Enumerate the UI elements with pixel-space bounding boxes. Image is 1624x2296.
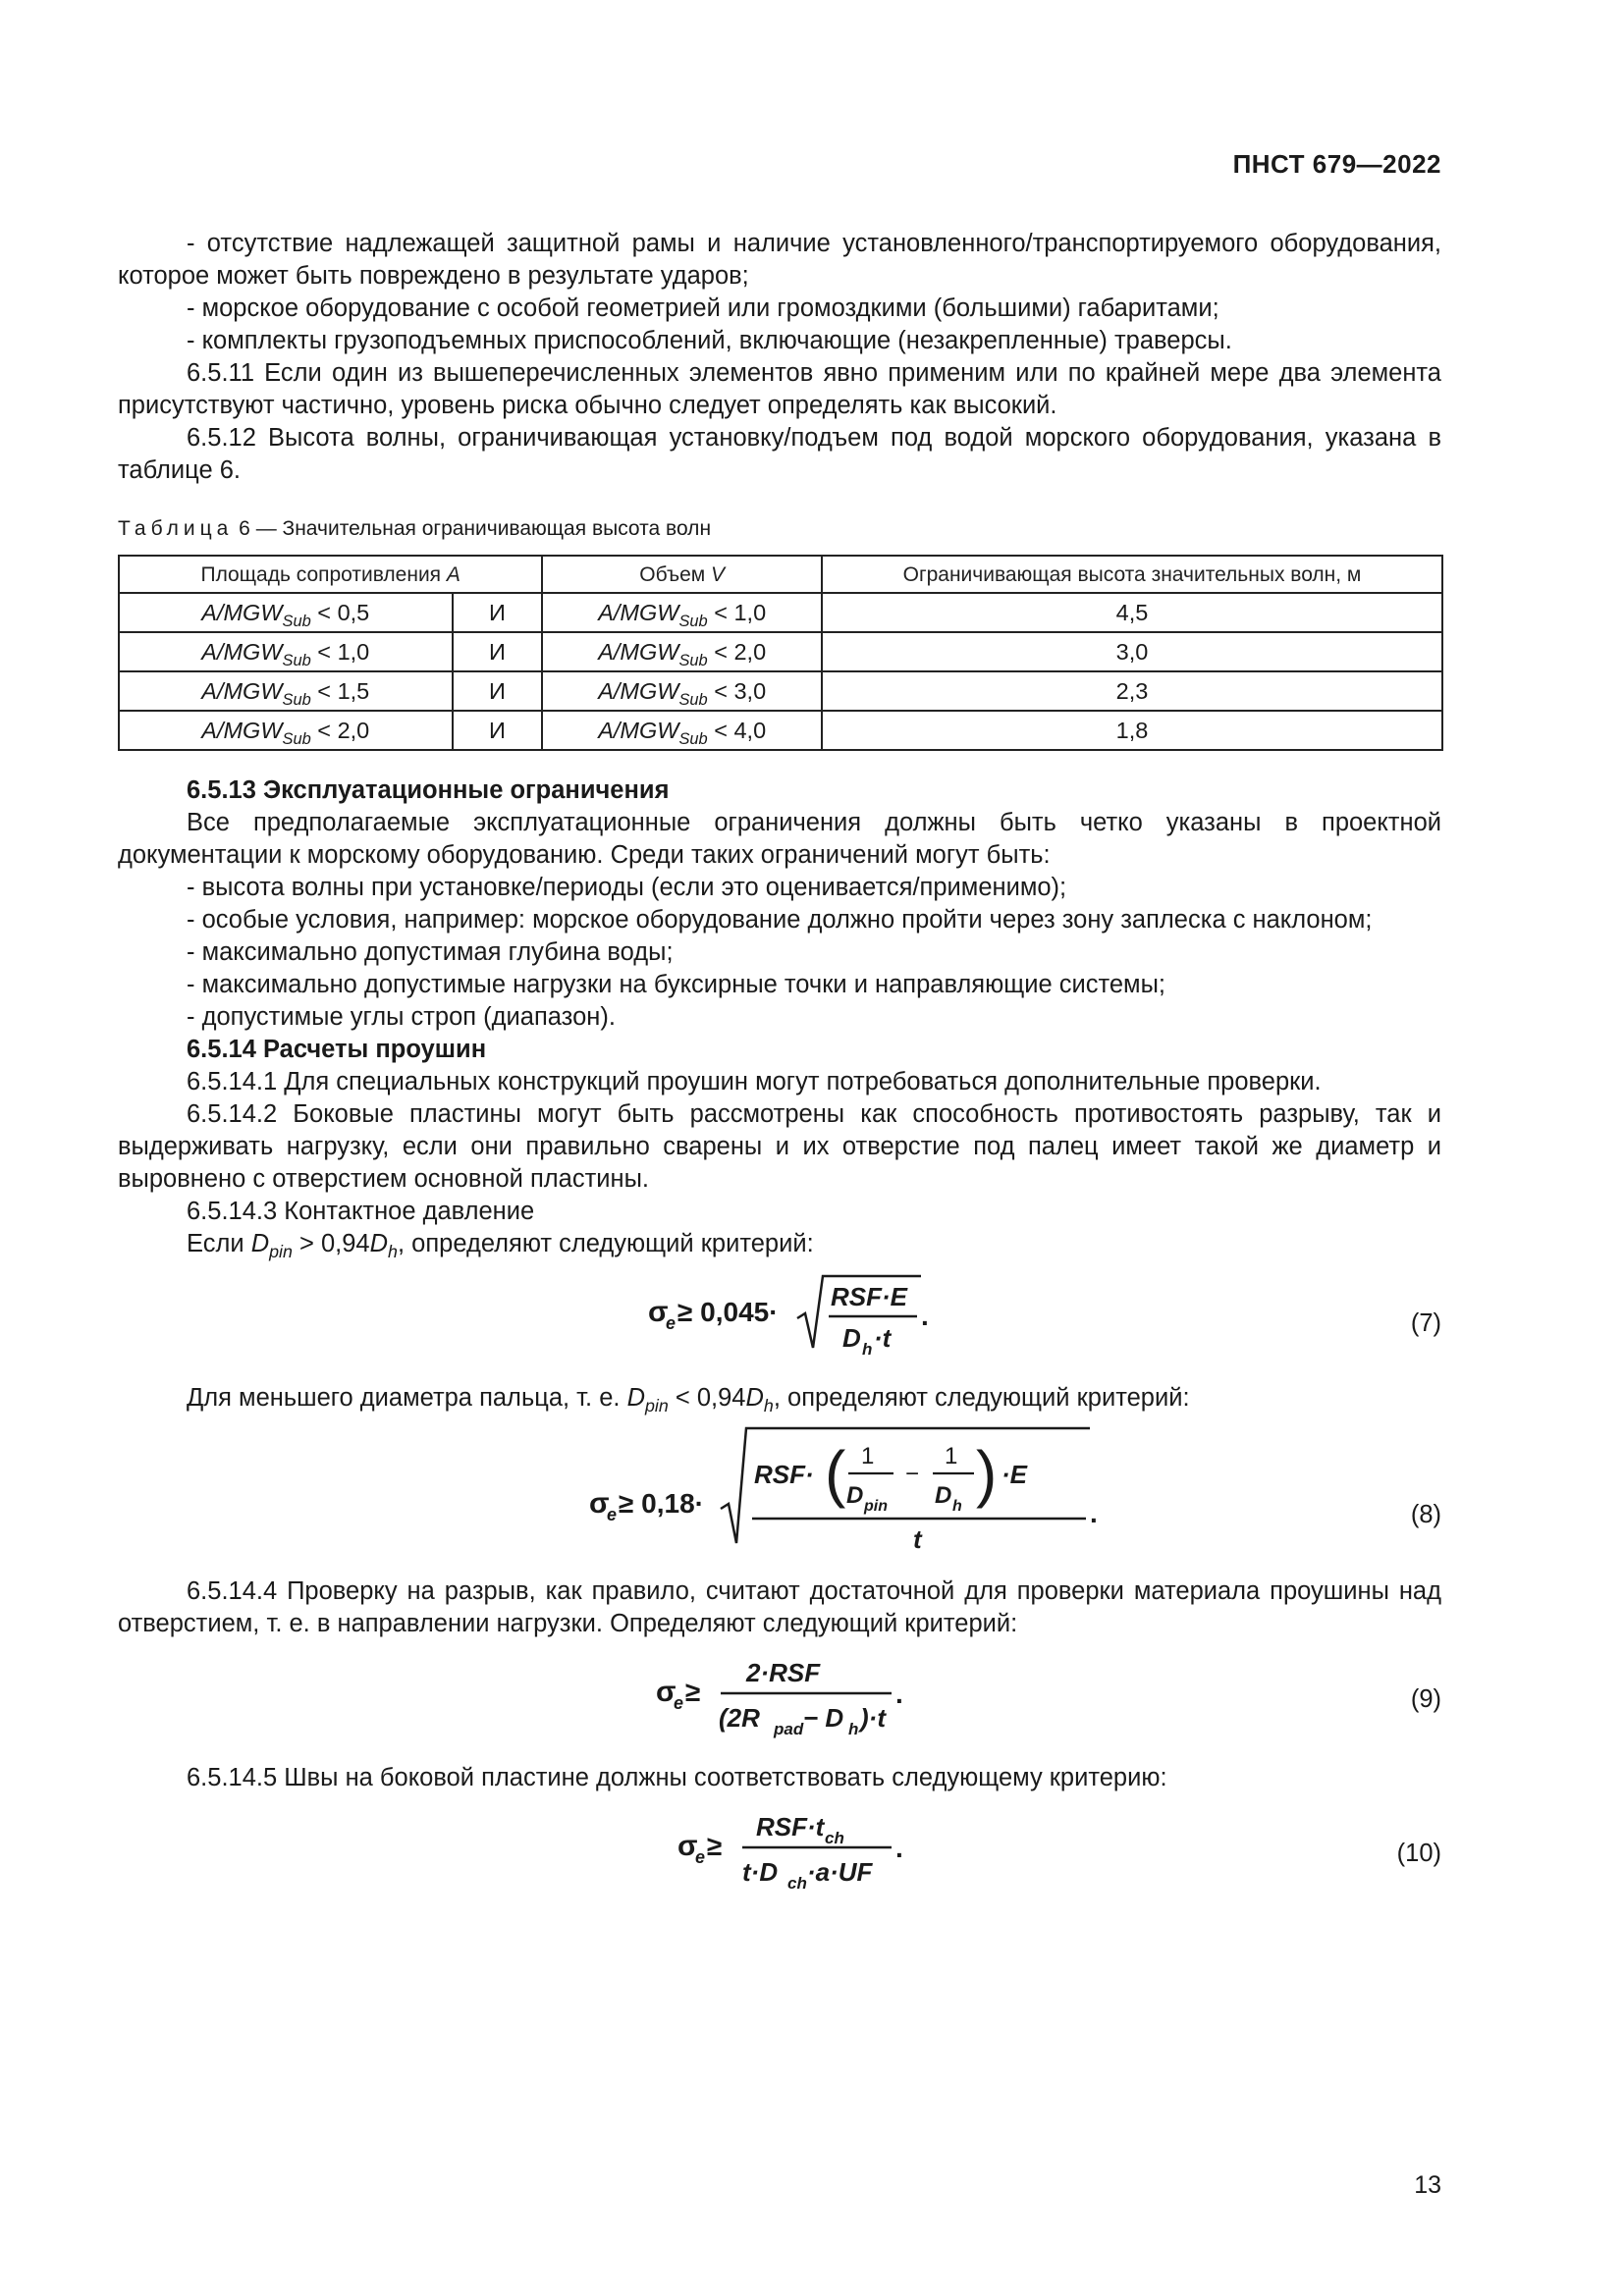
paragraph: - допустимые углы строп (диапазон). <box>187 1003 616 1031</box>
f10-den-a: t·D <box>742 1857 779 1887</box>
table-row <box>119 632 1442 671</box>
wave-height-table <box>118 555 1443 751</box>
paragraph: 6.5.14.4 Проверку на разрыв, как правило, считают достаточной для проверки материала проушины над отверстием, т. е. в направлении нагрузки. Определяют следующий критерий: <box>118 1577 1441 1637</box>
f8-one-b: 1 <box>945 1443 958 1469</box>
table-cell-conj: И <box>453 593 543 632</box>
table-caption-text: 6 — Значительная ограничивающая высота волн <box>233 517 712 540</box>
table-cell-area: $A/MGW_{Sub} < 0,5$ <box>119 593 453 632</box>
formula-10 <box>118 1794 1441 1902</box>
f9-lhs: σ <box>656 1676 677 1708</box>
table-cell-height: 3,0 <box>822 632 1442 671</box>
f9-tail: . <box>895 1679 903 1709</box>
f8-d2: D <box>935 1482 952 1509</box>
f8-d1: D <box>846 1482 864 1509</box>
f10-rel: ≥ <box>707 1831 723 1861</box>
table-header-cell: Объем V <box>542 556 822 593</box>
f10-lhs-sub: e <box>695 1847 706 1867</box>
f8-rel: ≥ 0,18· <box>619 1488 704 1519</box>
f7-tail: . <box>921 1301 929 1331</box>
section-heading: 6.5.14 Расчеты проушин <box>187 1036 487 1063</box>
table-row <box>119 671 1442 711</box>
equation-number: (7) <box>1410 1309 1441 1337</box>
formula-8-graphic <box>589 1420 1218 1563</box>
paragraph: Все предполагаемые эксплуатационные ограничения должны быть четко указаны в проектной документации к морскому оборудованию. Среди таких ограничений могут быть: <box>118 809 1441 869</box>
paragraph: - высота волны при установке/периоды (если это оценивается/применимо); <box>187 874 1067 901</box>
f9-rel: ≥ <box>685 1677 701 1707</box>
document-id: ПНСТ 679—2022 <box>1232 149 1441 179</box>
table-cell-height: 1,8 <box>822 711 1442 750</box>
table-cell-height: 4,5 <box>822 593 1442 632</box>
f8-minus: − <box>905 1461 920 1487</box>
paragraph: - максимально допустимые нагрузки на буксирные точки и направляющие системы; <box>187 971 1165 998</box>
formula-10-graphic <box>677 1800 1227 1898</box>
equation-number: (8) <box>1410 1501 1441 1528</box>
paragraph: 6.5.12 Высота волны, ограничивающая установку/подъем под водой морского оборудования, указана в таблице 6. <box>118 424 1441 484</box>
table-cell-conj: И <box>453 711 543 750</box>
f9-den-a-sub: pad <box>774 1720 804 1738</box>
f7-den: D <box>842 1323 861 1353</box>
f8-d1-sub: pin <box>864 1498 888 1515</box>
formula-7-graphic <box>648 1264 1198 1362</box>
table-cell-conj: И <box>453 632 543 671</box>
paragraph: - особые условия, например: морское оборудование должно пройти через зону заплеска с наклоном; <box>187 906 1373 934</box>
table-header-cell: Площадь сопротивления A <box>119 556 542 593</box>
table-cell-area: $A/MGW_{Sub} < 1,5$ <box>119 671 453 711</box>
paragraph: - максимально допустимая глубина воды; <box>187 938 674 966</box>
f10-num-a-sub: ch <box>825 1829 844 1847</box>
formula-9-graphic <box>656 1646 1206 1744</box>
formula-8 <box>118 1415 1441 1562</box>
equation-number: (10) <box>1396 1840 1441 1867</box>
f7-rel: ≥ 0,045· <box>677 1297 779 1327</box>
table-cell-height: 2,3 <box>822 671 1442 711</box>
f10-num-a: RSF·t <box>756 1812 825 1842</box>
f10-lhs: σ <box>677 1830 698 1862</box>
f7-num: RSF·E <box>831 1282 907 1311</box>
f8-one-a: 1 <box>861 1443 875 1469</box>
f9-num: 2·RSF <box>746 1658 821 1687</box>
f8-lhs-sub: e <box>607 1505 618 1524</box>
page-number: 13 <box>1414 2171 1441 2199</box>
f7-den-post: ·t <box>874 1323 892 1353</box>
f8-den: t <box>913 1524 922 1554</box>
table-caption-prefix: Таблица <box>118 517 234 540</box>
paragraph: - отсутствие надлежащей защитной рамы и наличие установленного/транспортируемого оборудования, которое может быть повреждено в результате ударов; <box>118 230 1441 290</box>
f9-den-b-sub: h <box>848 1720 859 1738</box>
f7-lhs: σ <box>648 1296 669 1328</box>
paragraph: 6.5.14.5 Швы на боковой пластине должны соответствовать следующему критерию: <box>187 1764 1167 1791</box>
f8-lhs: σ <box>589 1487 610 1520</box>
f9-lhs-sub: e <box>674 1693 684 1713</box>
table-cell-area: $A/MGW_{Sub} < 2,0$ <box>119 711 453 750</box>
table-row <box>119 711 1442 750</box>
table-header-cell: Ограничивающая высота значительных волн, м <box>822 556 1442 593</box>
table-cell-area: $A/MGW_{Sub} < 1,0$ <box>119 632 453 671</box>
f8-tail: . <box>1090 1498 1098 1528</box>
f9-den-a: (2R <box>719 1703 760 1733</box>
table-cell-conj: И <box>453 671 543 711</box>
f9-den-b: − D <box>803 1703 844 1733</box>
f8-rsf: RSF· <box>754 1460 814 1489</box>
equation-number: (9) <box>1410 1685 1441 1713</box>
f7-den-sub: h <box>862 1340 873 1359</box>
paragraph: - комплекты грузоподъемных приспособлений, включающие (незакрепленные) траверсы. <box>187 327 1232 354</box>
table-cell-volume: $A/MGW_{Sub} < 2,0$ <box>542 632 822 671</box>
f10-tail: . <box>895 1833 903 1863</box>
f9-den-c: )·t <box>860 1703 886 1733</box>
section-heading: 6.5.13 Эксплуатационные ограничения <box>187 776 670 804</box>
f10-den-a-sub: ch <box>787 1874 807 1893</box>
table-caption <box>118 512 1441 545</box>
f8-lparen: ( <box>825 1438 846 1509</box>
table-header-row <box>119 556 1442 593</box>
table-row <box>119 593 1442 632</box>
paragraph: Для меньшего диаметра пальца, т. е. $D_{pin} < 0,94D_h$, определяют следующий критерий: <box>187 1384 1190 1415</box>
f8-d2-sub: h <box>952 1498 962 1515</box>
formula-7 <box>118 1260 1441 1368</box>
formula-9 <box>118 1640 1441 1748</box>
table-cell-volume: $A/MGW_{Sub} < 4,0$ <box>542 711 822 750</box>
paragraph: - морское оборудование с особой геометрией или громоздкими (большими) габаритами; <box>187 294 1219 322</box>
table-cell-volume: $A/MGW_{Sub} < 1,0$ <box>542 593 822 632</box>
paragraph: 6.5.14.3 Контактное давление <box>187 1198 535 1225</box>
f8-e: ·E <box>1001 1460 1027 1489</box>
paragraph: 6.5.14.2 Боковые пластины могут быть рассмотрены как способность противостоять разрыву, так и выдерживать нагрузку, если они правильно сварены и их отверстие под палец имеет такой же диаметр и выровнено с отверстием основной пластины. <box>118 1100 1441 1193</box>
f7-lhs-sub: e <box>666 1313 677 1333</box>
table-cell-volume: $A/MGW_{Sub} < 3,0$ <box>542 671 822 711</box>
paragraph: 6.5.11 Если один из вышеперечисленных элементов явно применим или по крайней мере два элемента присутствуют частично, уровень риска обычно следует определять как высокий. <box>118 359 1441 419</box>
f8-rparen: ) <box>976 1438 998 1509</box>
body-text <box>118 228 1441 1902</box>
f10-den-b: ·a·UF <box>807 1857 873 1887</box>
paragraph: Если $D_{pin} > 0,94D_h$, определяют следующий критерий: <box>187 1230 814 1261</box>
paragraph: 6.5.14.1 Для специальных конструкций проушин могут потребоваться дополнительные проверки. <box>187 1068 1322 1095</box>
